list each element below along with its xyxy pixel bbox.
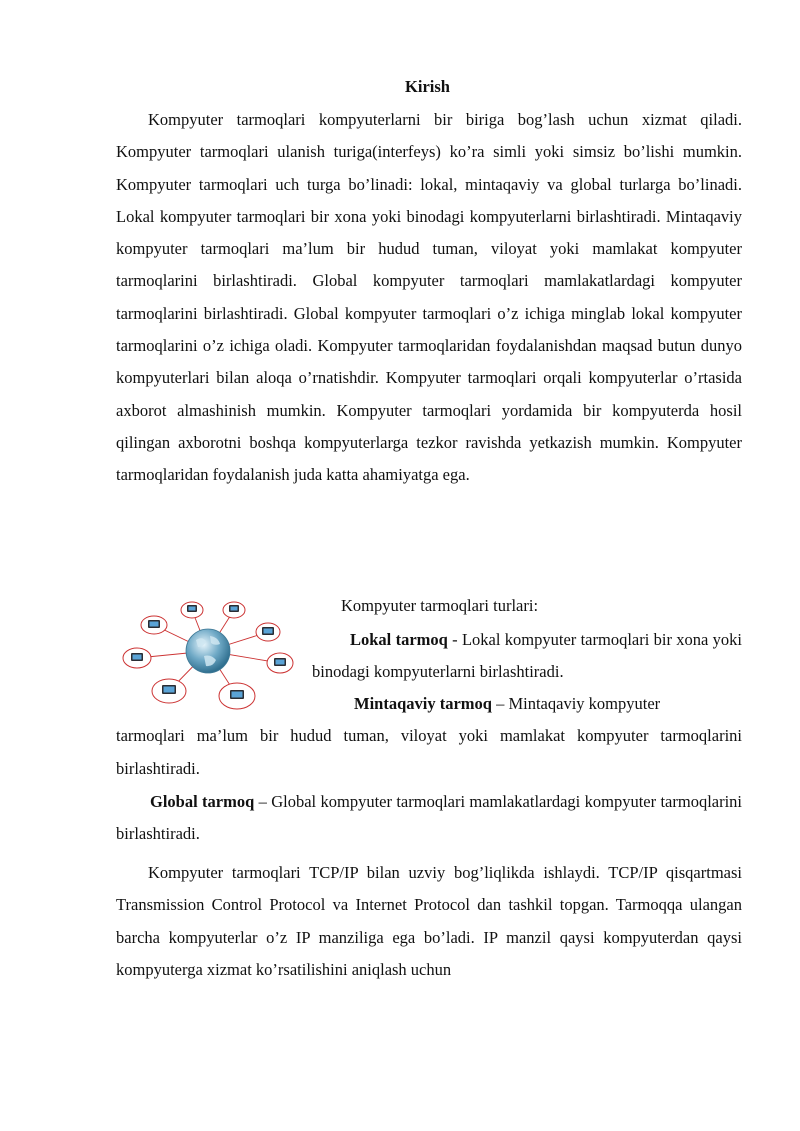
global-network-term: Global tarmoq: [150, 792, 255, 811]
local-network-text: Lokal kompyuter tarmoqlari bir xona yoki binodagi kompyuterlarni birlashtiradi.: [312, 630, 742, 682]
regional-network-separator: –: [491, 694, 509, 713]
tcp-ip-paragraph: Kompyuter tarmoqlari TCP/IP bilan uzviy bog’liqlikda ishlaydi. TCP/IP qisqartmasi Transmission Control Protocol va Internet Protocol dan tashkil topgan. Tarmoqqa ulangan barcha kompyuterlar o’z IP manziliga ega bo’ladi. IP manzil qaysi kompyuterdan qaysi kompyuterga xizmat ko’rsatilishini aniqlash uchun: [116, 863, 742, 979]
regional-network-term: Mintaqaviy tarmoq: [354, 694, 492, 713]
regional-network-text-rest: tarmoqlari ma’lum bir hudud tuman, viloyat yoki mamlakat kompyuter tarmoqlarini birlashtiradi.: [116, 726, 742, 778]
regional-network-first-line: [116, 688, 742, 720]
global-network-text: Global kompyuter tarmoqlari mamlakatlardagi kompyuter tarmoqlarini birlashtiradi.: [116, 792, 743, 844]
global-network-paragraph: [116, 786, 742, 851]
regional-network-paragraph: [116, 688, 742, 785]
intro-paragraph: Kompyuter tarmoqlari kompyuterlarni bir biriga bog’lash uchun xizmat qiladi. Kompyuter tarmoqlari ulanish turiga(interfeys) ko’ra simli yoki simsiz bo’lishi mumkin. Kompyuter tarmoqlari uch turga bo’linadi: lokal, mintaqaviy va global turlarga bo’linadi. Lokal kompyuter tarmoqlari bir xona yoki binodagi kompyuterlarni birlashtiradi. Mintaqaviy kompyuter tarmoqlari ma’lum bir hudud tuman, viloyat yoki mamlakat kompyuter tarmoqlarini birlashtiradi. Global kompyuter tarmoqlari mamlakatlardagi kompyuter tarmoqlarini birlashtiradi. Global kompyuter tarmoqlari o’z ichiga minglab lokal kompyuter tarmoqlarini o’z ichiga oladi. Kompyuter tarmoqlaridan foydalanishdan maqsad butun dunyo kompyuterlari bilan aloqa o’rnatishdir. Kompyuter tarmoqlari orqali kompyuterlar o’rtasida axborot almashinish mumkin. Kompyuter tarmoqlari yordamida bir kompyuterda hosil qilingan axborotni boshqa kompyuterlarga tezkor ravishda yetkazish mumkin. Kompyuter tarmoqlaridan foydalanish juda katta ahamiyatga ega.: [116, 110, 742, 485]
page-title: Kirish: [405, 77, 450, 96]
local-network-paragraph: [312, 624, 742, 689]
global-network-separator: –: [254, 792, 272, 811]
local-network-separator: -: [447, 630, 462, 649]
network-types-heading: Kompyuter tarmoqlari turlari:: [341, 596, 539, 615]
local-network-term: Lokal tarmoq: [350, 630, 448, 649]
regional-network-text-first: Mintaqaviy kompyuter: [508, 694, 661, 713]
